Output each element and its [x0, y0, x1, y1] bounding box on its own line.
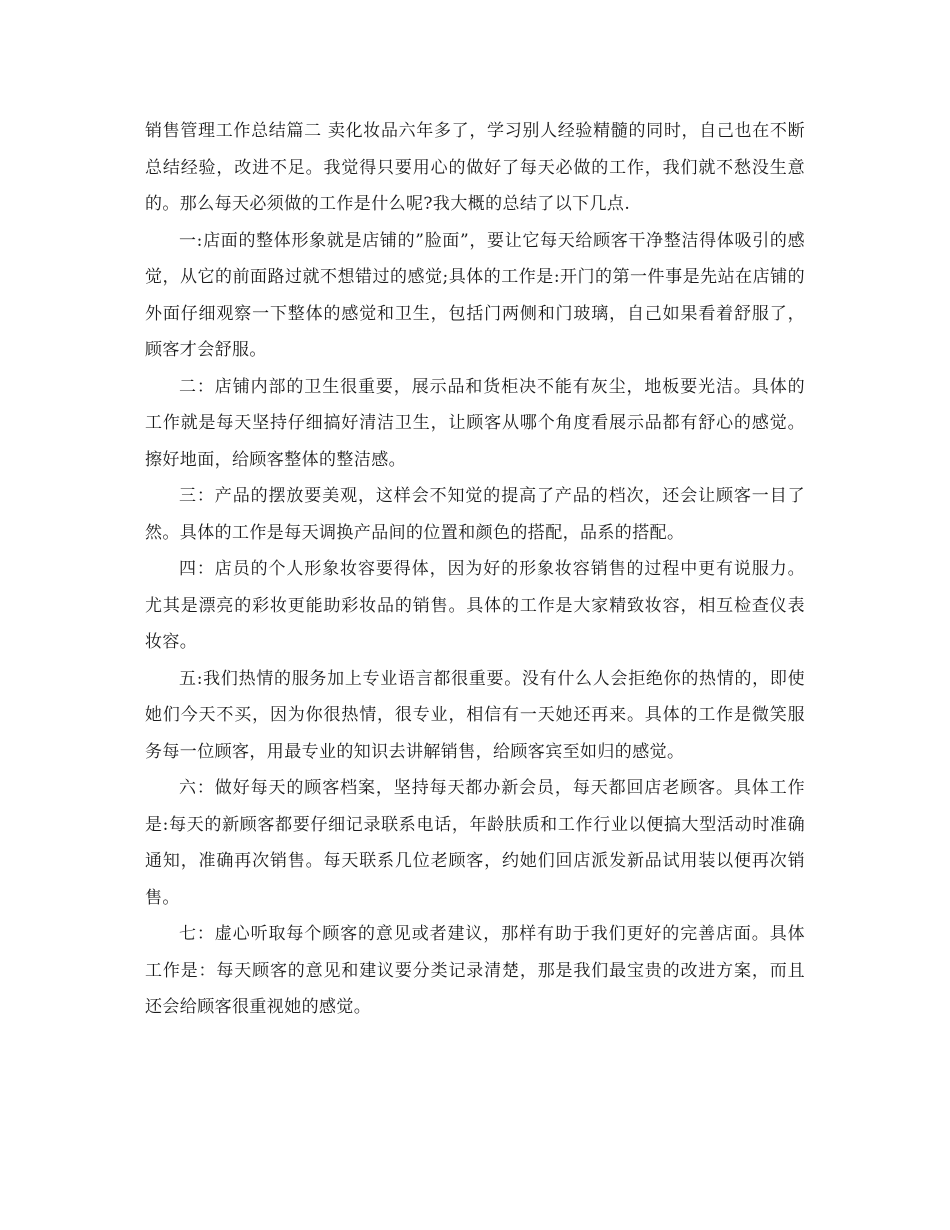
intro-text: 卖化妆品六年多了，学习别人经验精髓的同时，自己也在不断总结经验，改进不足。我觉得只要用心的做好了每天必做的工作，我们就不愁没生意的。那么每天必须做的工作是什么呢?我大概的总结了以下几点. [145, 121, 805, 214]
intro-paragraph [145, 113, 805, 223]
point-5-paragraph: 五:我们热情的服务加上专业语言都很重要。没有什么人会拒绝你的热情的，即使她们今天不买，因为你很热情，很专业，相信有一天她还再来。具体的工作是微笑服务每一位顾客，用最专业的知识去讲解销售，给顾客宾至如归的感觉。 [145, 668, 805, 762]
point-4-paragraph: 四：店员的个人形象妆容要得体，因为好的形象妆容销售的过程中更有说服力。尤其是漂亮的彩妆更能助彩妆品的销售。具体的工作是大家精致妆容，相互检查仪表妆容。 [145, 559, 805, 652]
document-title: 销售管理工作总结篇二 [145, 121, 322, 141]
point-3-paragraph: 三：产品的摆放要美观，这样会不知觉的提高了产品的档次，还会让顾客一目了然。具体的工作是每天调换产品间的位置和颜色的搭配，品系的搭配。 [145, 486, 805, 543]
point-1-paragraph: 一:店面的整体形象就是店铺的”脸面”，要让它每天给顾客干净整洁得体吸引的感觉，从它的前面路过就不想错过的感觉;具体的工作是:开门的第一件事是先站在店铺的外面仔细观察一下整体的感觉和卫生，包括门两侧和门玻璃，自己如果看着舒服了，顾客才会舒服。 [145, 230, 805, 360]
point-2-paragraph: 二：店铺内部的卫生很重要，展示品和货柜决不能有灰尘，地板要光洁。具体的工作就是每天坚持仔细搞好清洁卫生，让顾客从哪个角度看展示品都有舒心的感觉。擦好地面，给顾客整体的整洁感。 [145, 376, 805, 470]
point-7-paragraph: 七：虚心听取每个顾客的意见或者建议，那样有助于我们更好的完善店面。具体工作是：每天顾客的意见和建议要分类记录清楚，那是我们最宝贵的改进方案，而且还会给顾客很重视她的感觉。 [145, 924, 805, 1017]
point-6-paragraph: 六：做好每天的顾客档案，坚持每天都办新会员，每天都回店老顾客。具体工作是:每天的新顾客都要仔细记录联系电话，年龄肤质和工作行业以便搞大型活动时准确通知，准确再次销售。每天联系几位老顾客，约她们回店派发新品试用装以便再次销售。 [145, 778, 805, 908]
document-body [145, 113, 805, 1026]
